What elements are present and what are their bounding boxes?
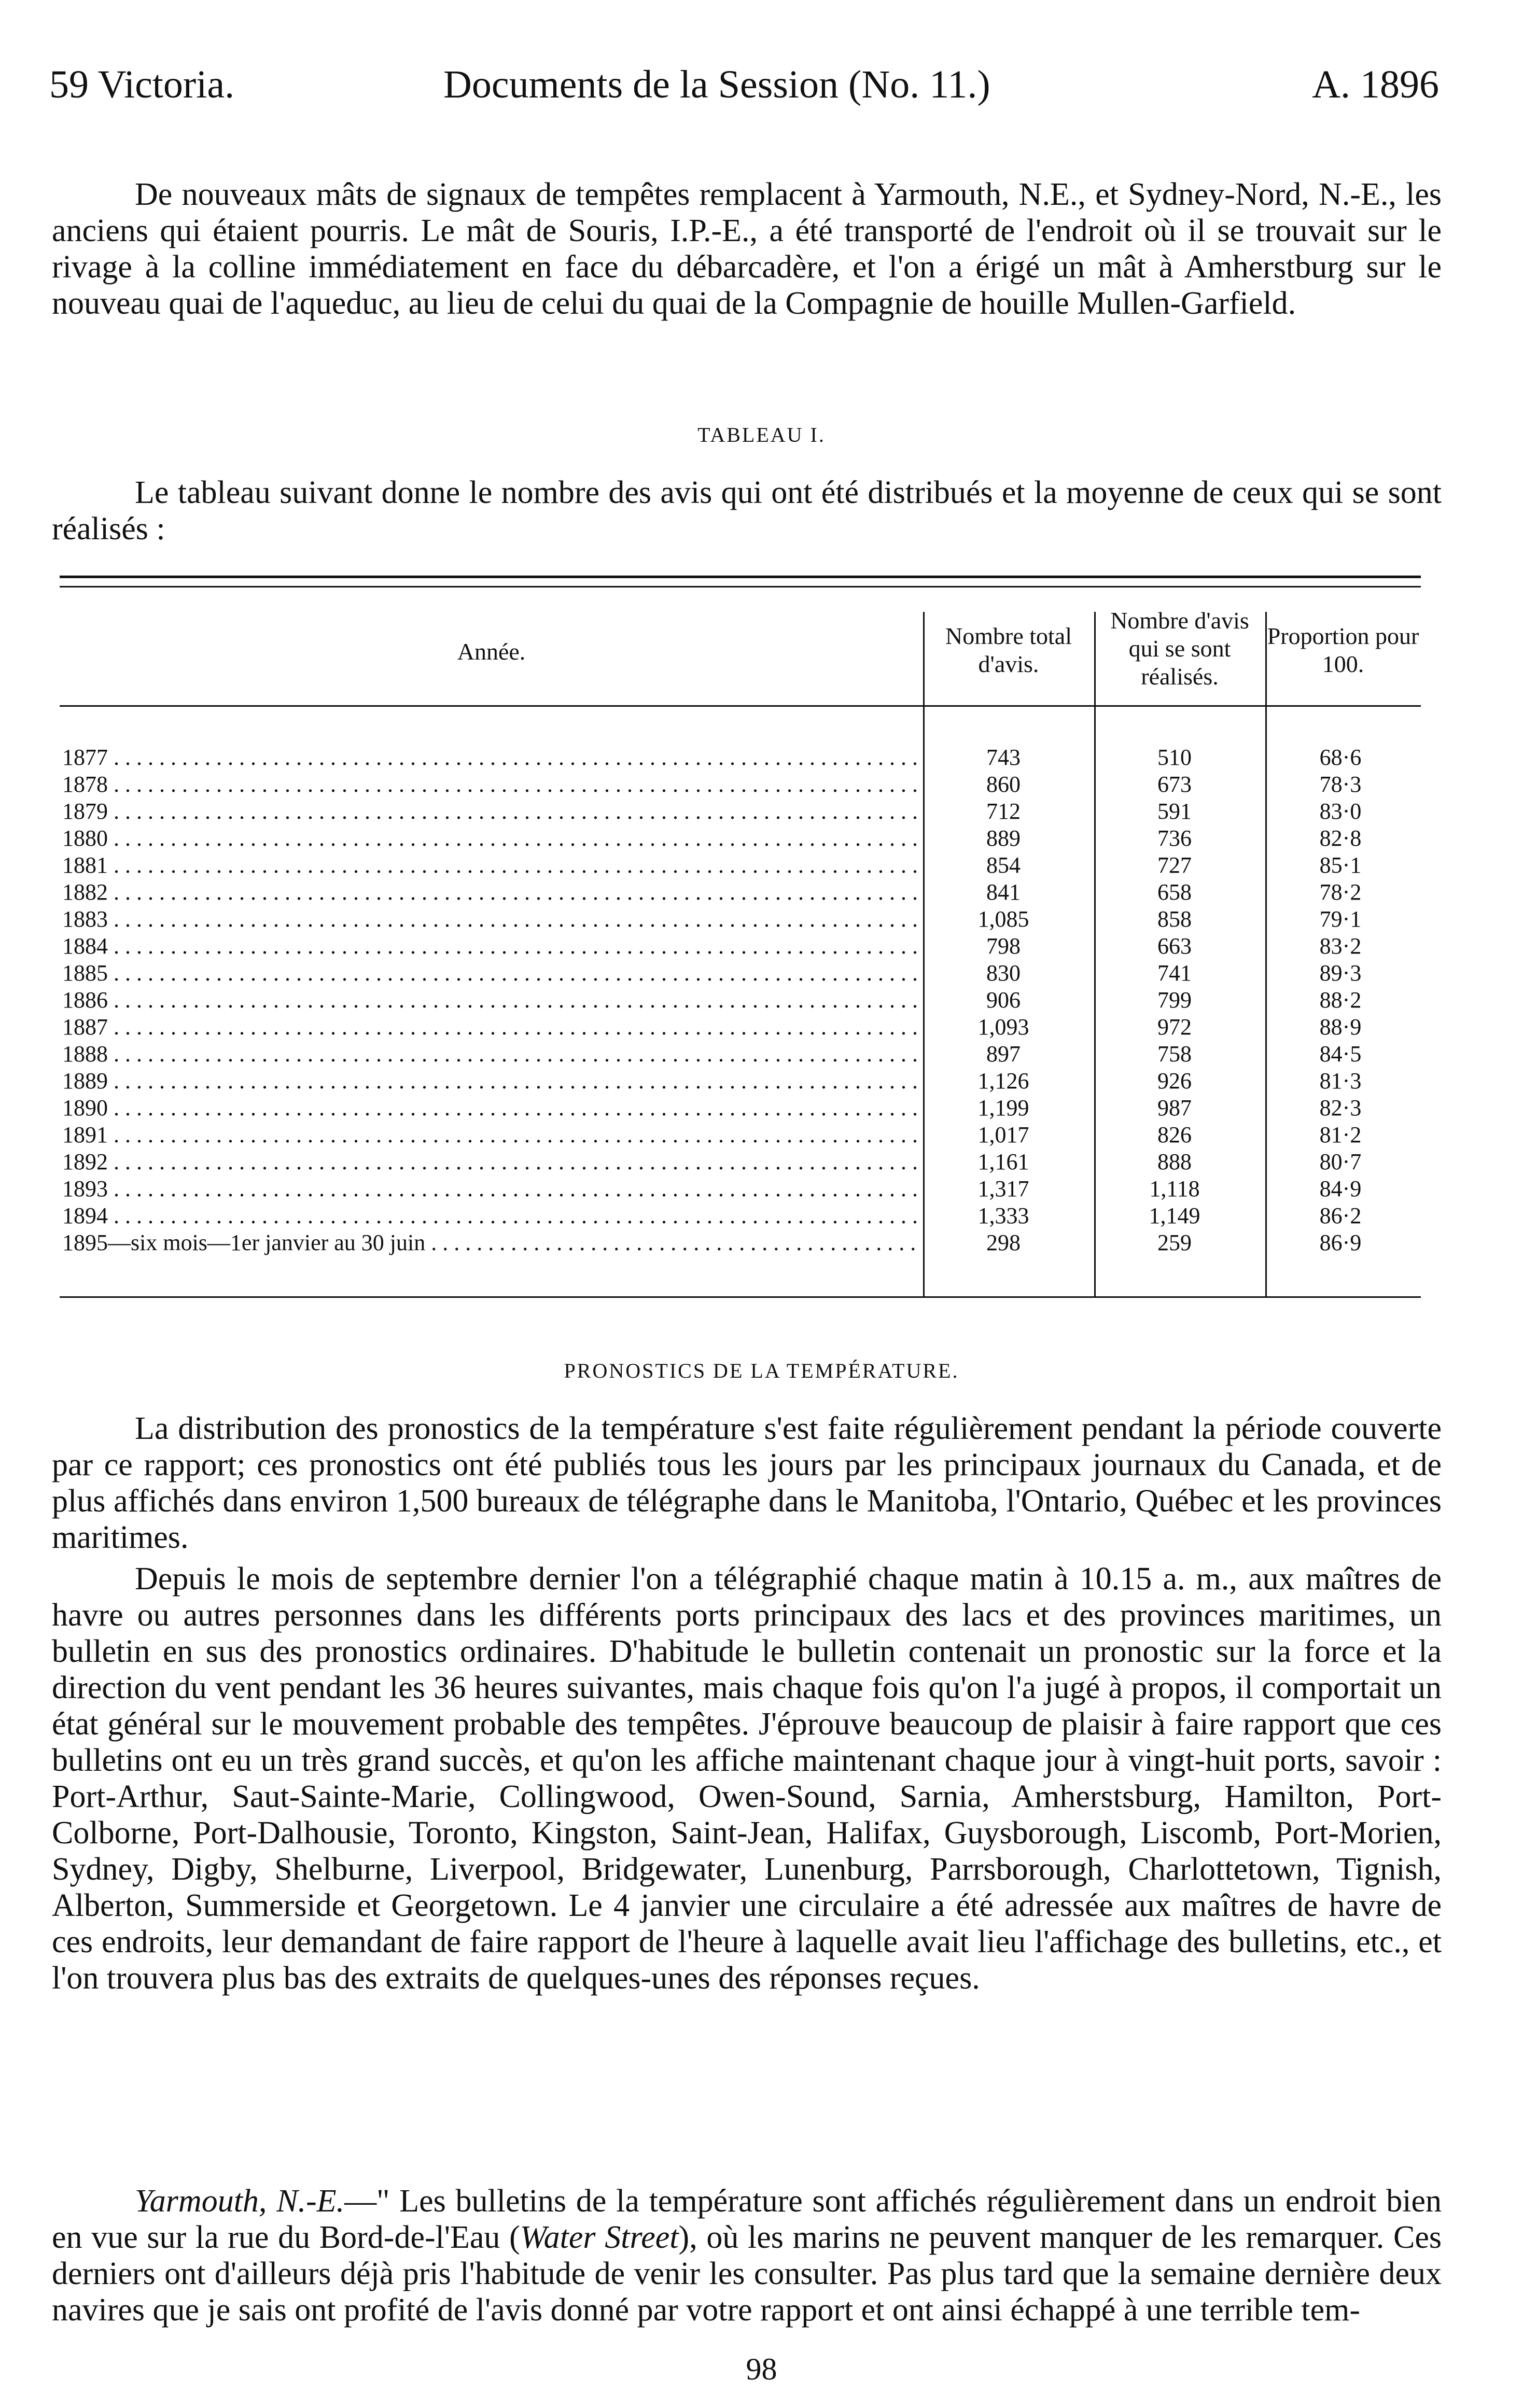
table-row	[62, 825, 1421, 852]
realized-cell: 972	[1157, 1014, 1192, 1040]
realized-cell: 663	[1157, 933, 1192, 959]
realized-cell: 758	[1157, 1041, 1192, 1067]
realized-cell: 736	[1157, 825, 1192, 851]
realized-cell: 741	[1157, 960, 1192, 986]
proportion-cell: 88·9	[1319, 1014, 1362, 1040]
realized-cell: 888	[1157, 1149, 1192, 1174]
total-cell: 860	[986, 772, 1021, 797]
intro-paragraph: De nouveaux mâts de signaux de tempêtes remplacent à Yarmouth, N.E., et Sydney-Nord, N.-E., les anciens qui étaient pourris. Le mât de Souris, I.P.-E., a été transporté de l'endroit où il se trouvait sur le rivage à la colline immédiatement en face du débarcadère, et l'on a érigé un mât à Amherstburg sur le nouveau quai de l'aqueduc, au lieu de celui du quai de la Compagnie de houille Mullen-Garfield.	[52, 177, 1442, 321]
proportion-cell: 78·3	[1319, 772, 1362, 797]
table-row	[62, 987, 1421, 1014]
table-body	[62, 744, 1421, 1256]
total-cell: 1,017	[977, 1122, 1029, 1147]
table-row	[62, 1175, 1421, 1202]
proportion-cell: 83·2	[1319, 933, 1362, 959]
distribution-paragraph: La distribution des pronostics de la température s'est faite régulièrement pendant la période couverte par ce rapport; ces pronostics ont été publiés tous les jours par les principaux journaux du Canada, et de plus affichés dans environ 1,500 bureaux de télégraphe dans le Manitoba, l'Ontario, Québec et les provinces maritimes.	[52, 1411, 1442, 1555]
realized-cell: 826	[1157, 1122, 1192, 1147]
proportion-cell: 88·2	[1319, 987, 1362, 1013]
total-cell: 906	[986, 987, 1021, 1013]
proportion-cell: 85·1	[1319, 852, 1362, 878]
year-cell: 1882 . . .	[62, 879, 918, 906]
total-cell: 798	[986, 933, 1021, 959]
header-year: Année.	[457, 638, 526, 665]
realized-cell: 799	[1157, 987, 1192, 1013]
realized-cell: 259	[1157, 1230, 1192, 1255]
realized-cell: 658	[1157, 879, 1192, 905]
total-cell: 830	[986, 960, 1021, 986]
header-title: Documents de la Session (No. 11.)	[443, 63, 990, 106]
yarmouth-paragraph	[52, 2183, 1442, 2328]
proportion-cell: 86·9	[1319, 1230, 1362, 1255]
proportion-cell: 86·2	[1319, 1203, 1362, 1228]
table-bottom-rule	[60, 1296, 1421, 1298]
realized-cell: 510	[1157, 745, 1192, 770]
year-cell: 1880 . . .	[62, 825, 918, 852]
proportion-cell: 84·5	[1319, 1041, 1362, 1067]
realized-cell: 591	[1157, 799, 1192, 824]
realized-cell: 987	[1157, 1095, 1192, 1121]
year-cell: 1878 . . .	[62, 771, 918, 798]
table-header-rule	[60, 705, 1421, 707]
tableau-lead-paragraph: Le tableau suivant donne le nombre des avis qui ont été distribués et la moyenne de ceux qui se sont réalisés :	[52, 475, 1442, 547]
proportion-cell: 81·2	[1319, 1122, 1362, 1147]
proportion-cell: 89·3	[1319, 960, 1362, 986]
header-total: Nombre total d'avis.	[945, 623, 1072, 677]
year-cell: 1884 . . .	[62, 933, 918, 960]
table-row	[62, 1014, 1421, 1041]
year-cell: 1895—six mois—1er janvier au 30 juin . . .	[62, 1229, 918, 1256]
total-cell: 889	[986, 825, 1021, 851]
table-row	[62, 798, 1421, 825]
table-row	[62, 744, 1421, 771]
table-row	[62, 1041, 1421, 1068]
year-cell: 1893 . . .	[62, 1175, 918, 1202]
yarmouth-place: Yarmouth, N.-E.	[135, 2183, 345, 2219]
proportion-cell: 78·2	[1319, 879, 1362, 905]
year-cell: 1889 . . .	[62, 1068, 918, 1095]
realized-cell: 1,118	[1149, 1176, 1200, 1201]
total-cell: 841	[986, 879, 1021, 905]
year-cell: 1877 . . .	[62, 744, 918, 771]
year-cell: 1887 . . .	[62, 1014, 918, 1041]
total-cell: 897	[986, 1041, 1021, 1067]
total-cell: 712	[986, 799, 1021, 824]
yarmouth-text-a: —" Les bulletins de la température sont affichés régulièrement dans un endroit bien en vue sur la rue du Bord-de-l'Eau (	[52, 2183, 1442, 2255]
table-top-rule-thin	[60, 586, 1421, 587]
realized-cell: 727	[1157, 852, 1192, 878]
total-cell: 1,333	[977, 1203, 1029, 1228]
total-cell: 854	[986, 852, 1021, 878]
year-cell: 1881 . . .	[62, 852, 918, 879]
page-header	[49, 62, 1439, 119]
proportion-cell: 82·3	[1319, 1095, 1362, 1121]
table-top-rule	[60, 576, 1421, 578]
realized-cell: 673	[1157, 772, 1192, 797]
realized-cell: 858	[1157, 906, 1192, 932]
year-cell: 1890 . . .	[62, 1095, 918, 1122]
table-row	[62, 852, 1421, 879]
realized-cell: 1,149	[1149, 1203, 1200, 1228]
yarmouth-street: Water Street	[520, 2220, 679, 2255]
table-row	[62, 1202, 1421, 1229]
header-right: A. 1896	[1312, 63, 1439, 106]
table-row	[62, 879, 1421, 906]
table-row	[62, 771, 1421, 798]
table-row	[62, 1122, 1421, 1149]
proportion-cell: 82·8	[1319, 825, 1362, 851]
total-cell: 1,317	[977, 1176, 1029, 1201]
year-cell: 1885 . . .	[62, 960, 918, 987]
year-cell: 1879 . . .	[62, 798, 918, 825]
yarmouth-text-b: ), où les marins ne peuvent manquer de les remarquer. Ces derniers ont d'ailleurs déjà pris l'habitude de venir les consulter. Pas plus tard que la semaine dernière deux navires que je sais ont profité de l'avis donné par votre rapport et ont ainsi échappé à une terrible tem-	[52, 2220, 1442, 2328]
total-cell: 743	[986, 745, 1021, 770]
proportion-cell: 80·7	[1319, 1149, 1362, 1174]
table-row	[62, 906, 1421, 933]
total-cell: 1,161	[977, 1149, 1029, 1174]
realized-cell: 926	[1157, 1068, 1192, 1094]
tableau-heading: TABLEAU I.	[697, 423, 826, 446]
proportion-cell: 68·6	[1319, 745, 1362, 770]
depuis-paragraph: Depuis le mois de septembre dernier l'on a télégraphié chaque matin à 10.15 a. m., aux maîtres de havre ou autres personnes dans les différents ports principaux des lacs et des provinces maritimes, un bulletin en sus des pronostics ordinaires. D'habitude le bulletin contenait un pronostic sur la force et la direction du vent pendant les 36 heures suivantes, mais chaque fois qu'on l'a jugé à propos, il comportait un état général sur le mouvement probable des tempêtes. J'éprouve beaucoup de plaisir à faire rapport que ces bulletins ont eu un très grand succès, et qu'on les affiche maintenant chaque jour à vingt-huit ports, savoir : Port-Arthur, Saut-Sainte-Marie, Collingwood, Owen-Sound, Sarnia, Amherstsburg, Hamilton, Port-Colborne, Port-Dalhousie, Toronto, Kingston, Saint-Jean, Halifax, Guysborough, Liscomb, Port-Morien, Sydney, Digby, Shelburne, Liverpool, Bridgewater, Lunenburg, Parrsborough, Charlottetown, Tignish, Alberton, Summerside et Georgetown. Le 4 janvier une circulaire a été adressée aux maîtres de havre de ces endroits, leur demandant de faire rapport de l'heure à laquelle avait lieu l'affichage des bulletins, etc., et l'on trouvera plus bas des extraits de quelques-unes des réponses reçues.	[52, 1561, 1442, 1996]
table-row	[62, 1068, 1421, 1095]
page-number: 98	[746, 2352, 777, 2386]
year-cell: 1892 . . .	[62, 1149, 918, 1175]
proportion-cell: 81·3	[1319, 1068, 1362, 1094]
table-row	[62, 1149, 1421, 1175]
total-cell: 1,126	[977, 1068, 1029, 1094]
total-cell: 1,199	[977, 1095, 1029, 1121]
proportion-cell: 84·9	[1319, 1176, 1362, 1201]
table-row	[62, 960, 1421, 987]
year-cell: 1894 . . .	[62, 1202, 918, 1229]
header-realized: Nombre d'avis qui se sont réalisés.	[1110, 607, 1249, 690]
year-cell: 1891 . . .	[62, 1122, 918, 1149]
header-left: 59 Victoria.	[49, 63, 235, 106]
total-cell: 1,093	[977, 1014, 1029, 1040]
total-cell: 298	[986, 1230, 1021, 1255]
year-cell: 1883 . . .	[62, 906, 918, 933]
header-proportion: Proportion pour 100.	[1267, 623, 1419, 677]
table-row	[62, 1229, 1421, 1256]
table-row	[62, 1095, 1421, 1122]
year-cell: 1888 . . .	[62, 1041, 918, 1068]
proportion-cell: 83·0	[1319, 799, 1362, 824]
year-cell: 1886 . . .	[62, 987, 918, 1014]
proportion-cell: 79·1	[1319, 906, 1362, 932]
pronostics-heading: PRONOSTICS DE LA TEMPÉRATURE.	[564, 1359, 959, 1382]
table-row	[62, 933, 1421, 960]
total-cell: 1,085	[977, 906, 1029, 932]
